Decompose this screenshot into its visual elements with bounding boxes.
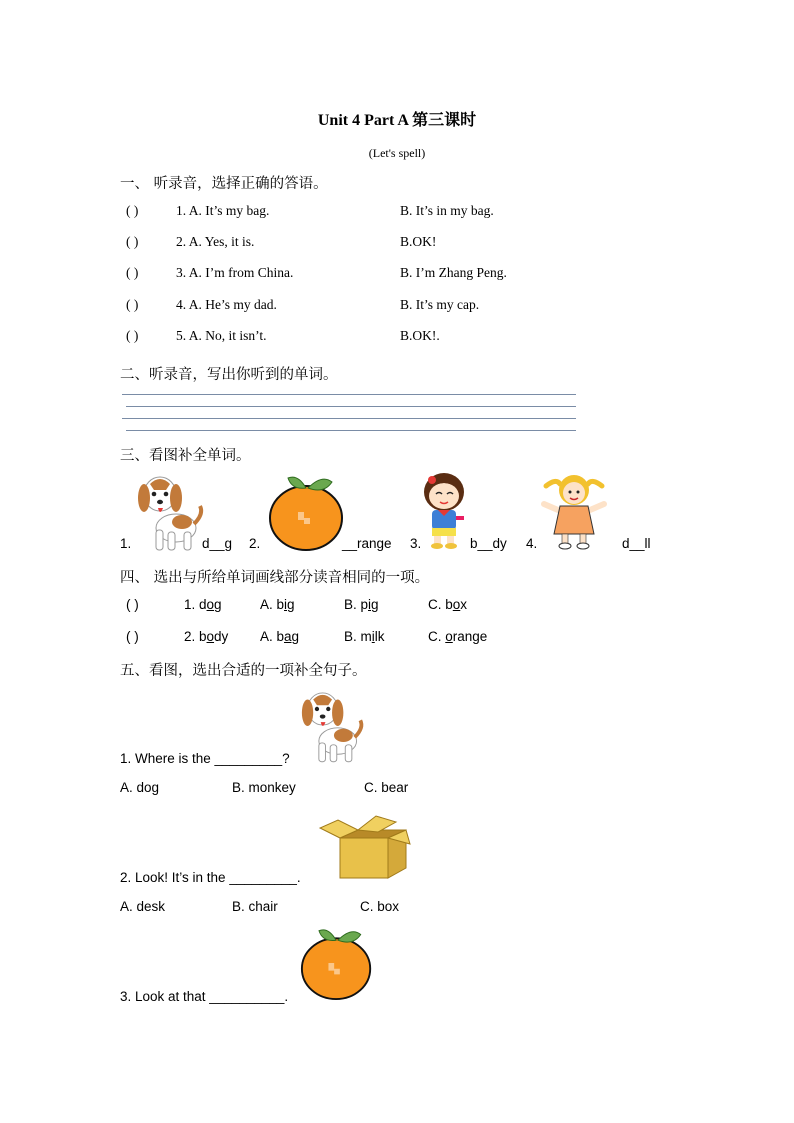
word-item-3-blank[interactable]: b__dy (470, 536, 507, 551)
answer-blank[interactable]: ( ) (126, 234, 139, 249)
section-1-heading: 一、 听录音，选择正确的答语。 (120, 176, 328, 192)
list-item (0, 328, 794, 348)
list-item (0, 234, 794, 254)
section-4-heading: 四、 选出与所给单词画线部分读音相同的一项。 (120, 570, 430, 586)
sentence-option-a: A. desk (120, 899, 166, 914)
option-b: B.OK! (400, 234, 437, 249)
list-item (0, 297, 794, 317)
option-a: 5. A. No, it isn’t. (176, 328, 267, 343)
word-item-2-num: 2. (249, 536, 261, 551)
word-item-4-blank[interactable]: d__ll (622, 536, 651, 551)
box-icon (318, 814, 412, 882)
orange-icon (300, 924, 374, 1002)
doll-icon (536, 470, 612, 550)
word-item-3-num: 3. (410, 536, 422, 551)
option-a: 4. A. He’s my dad. (176, 297, 277, 312)
list-item (0, 265, 794, 285)
sentence-option-b: B. monkey (232, 780, 296, 795)
phonics-question-1: 1. dog (184, 597, 222, 612)
option-a: 3. A. I’m from China. (176, 265, 294, 280)
page-title: Unit 4 Part A 第三课时 (317, 112, 477, 129)
phonics-option-c: C. orange (428, 629, 488, 644)
phonics-option-b: B. pig (344, 597, 379, 612)
sentence-option-c: C. bear (364, 780, 409, 795)
dog-icon (136, 470, 206, 552)
sentence-question-2: 2. Look! It’s in the _________. (120, 870, 301, 885)
sentence-option-a: A. dog (120, 780, 160, 795)
page-subtitle: (Let's spell) (368, 146, 426, 160)
answer-blank[interactable]: ( ) (126, 629, 139, 644)
option-a: 2. A. Yes, it is. (176, 234, 255, 249)
answer-blank[interactable]: ( ) (126, 203, 139, 218)
answer-blank[interactable]: ( ) (126, 328, 139, 343)
word-item-4-num: 4. (526, 536, 538, 551)
phonics-question-2: 2. body (184, 629, 229, 644)
sentence-question-3: 3. Look at that __________. (120, 989, 289, 1004)
option-b: B. It’s my cap. (400, 297, 480, 312)
section-5-heading: 五、看图，选出合适的一项补全句子。 (120, 663, 367, 679)
phonics-option-c: C. box (428, 597, 468, 612)
word-item-2-blank[interactable]: __range (342, 536, 392, 551)
answer-blank[interactable]: ( ) (126, 265, 139, 280)
orange-icon (268, 472, 346, 552)
sentence-option-b: B. chair (232, 899, 278, 914)
answer-blank[interactable]: ( ) (126, 297, 139, 312)
option-b: B.OK!. (400, 328, 440, 343)
option-b: B. I’m Zhang Peng. (400, 265, 507, 280)
phonics-option-b: B. milk (344, 629, 385, 644)
dog-icon (300, 686, 366, 764)
section-2-heading: 二、听录音，写出你听到的单词。 (120, 367, 338, 383)
option-b: B. It’s in my bag. (400, 203, 494, 218)
answer-blank[interactable]: ( ) (126, 597, 139, 612)
phonics-option-a: A. bag (260, 629, 300, 644)
phonics-option-a: A. big (260, 597, 295, 612)
writing-lines[interactable] (122, 394, 576, 442)
word-item-1-num: 1. (120, 536, 132, 551)
sentence-option-c: C. box (360, 899, 400, 914)
sentence-question-1: 1. Where is the _________? (120, 751, 290, 766)
word-item-1-blank[interactable]: d__g (202, 536, 233, 551)
section-3-heading: 三、看图补全单词。 (120, 448, 251, 464)
option-a: 1. A. It’s my bag. (176, 203, 270, 218)
boy-icon (420, 472, 470, 550)
list-item (0, 203, 794, 223)
